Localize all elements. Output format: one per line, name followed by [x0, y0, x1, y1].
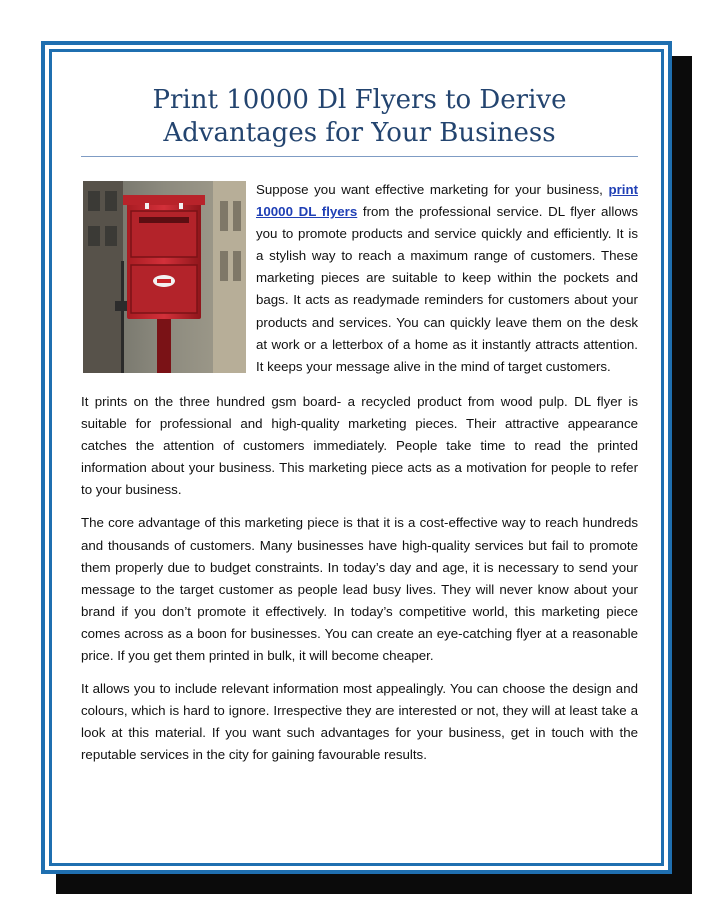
body-paragraph: It prints on the three hundred gsm board- a recycled product from wood pulp. DL flyer is suitable for professional and high-quality marketing pieces. Their attractive appearance catches the attention of customers immediately. People take time to read the printed information about your business. This marketing piece acts as a motivation for people to refer to your business.: [81, 394, 638, 498]
intro-paragraph: [256, 179, 638, 378]
document-body: [81, 84, 638, 778]
mailbox-photo: [83, 181, 246, 373]
body-paragraph: It allows you to include relevant information most appealingly. You can choose the design and colours, which is hard to ignore. Irrespective they are interested or not, they will at least take a look at this material. If you want such advantages for your business, get in touch with the reputable services in the city for gaining favourable results.: [81, 681, 638, 763]
intro-text-start: Suppose you want effective marketing for your business,: [256, 182, 609, 197]
print-flyers-link[interactable]: print 10000 DL flyers: [256, 182, 638, 220]
body-paragraph: The core advantage of this marketing piece is that it is a cost-effective way to reach hundreds and thousands of customers. Many businesses have high-quality services but fail to promote them properly due to budget constraints. In today’s day and age, it is necessary to send your message to the target customer as people lead busy lives. They will never know about your brand if you don’t promote it effectively. In today’s competitive world, this marketing piece comes across as a boon for businesses. You can create an eye-catching flyer at a reasonable price. If you get them printed in bulk, it will become cheaper.: [81, 515, 638, 664]
intro-section: [81, 179, 638, 391]
intro-text-end: from the professional service. DL flyer allows you to promote products and service quickly and efficiently. It is a stylish way to reach a maximum range of customers. These marketing pieces are suitable to keep within the pockets and bags. It acts as readymade reminders for customers about your products and services. You can quickly leave them on the desk at work or a letterbox of a home as it instantly attracts attention. It keeps your message alive in the mind of target customers.: [256, 204, 638, 374]
document-title: Print 10000 Dl Flyers to Derive Advantages for Your Business: [81, 84, 638, 157]
